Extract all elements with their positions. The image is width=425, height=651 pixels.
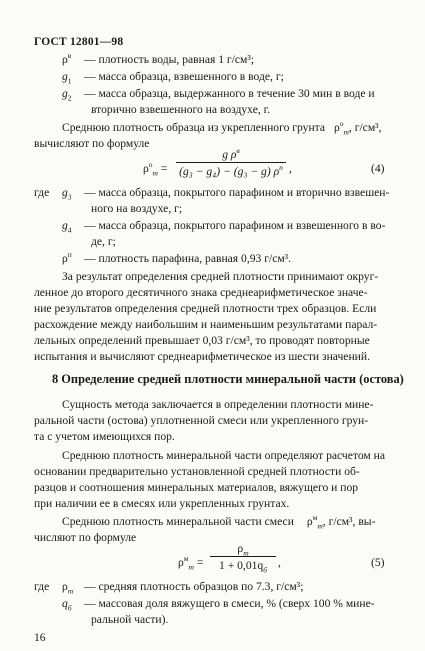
formula-4-lhs: $\rho^о_m$ = [143, 160, 168, 178]
section-heading-8: 8 Определение средней плотности минеральной части (остова) [52, 372, 404, 386]
definition-g3-cont: ного на воздухе, г; [91, 202, 183, 215]
paragraph-3-line-2: ральной части (остова) уплотненной смеси или укрепленного грун- [34, 414, 369, 427]
definition-g1: $g_1$ — масса образца, взвешенного в воде, г; [62, 70, 284, 86]
definition-rho-water: $\rho^в$ — плотность воды, равная 1 г/см³; [62, 51, 255, 66]
paragraph-4-line-4: при наличии ее в смесях или укрепленных грунтах. [34, 497, 290, 510]
formula-5-lhs: $\rho^м_m$ = [178, 554, 204, 572]
paragraph-1-line-1: Среднюю плотность образца из укрепленного грунта $\rho^о_m$, г/см³, [62, 119, 382, 137]
formula-4-trailing-comma: , [289, 162, 292, 175]
formula-4-numerator: g $\rho^в$ [222, 146, 240, 161]
paragraph-4-line-1: Среднюю плотность минеральной части определяют расчетом на [62, 449, 385, 462]
definition-g2: $g_2$ — масса образца, выдержанного в течение 30 мин в воде и [62, 87, 375, 103]
definition-g4-cont: де, г; [91, 235, 116, 248]
formula-4-number: (4) [371, 162, 385, 175]
paragraph-2-line-1: За результат определения средней плотности принимают округ- [62, 270, 379, 283]
page-number: 16 [34, 631, 46, 644]
paragraph-3-line-3: та с учетом имеющихся пор. [34, 430, 175, 443]
definition-qb: $q_б$ — массовая доля вяжущего в смеси, % (сверх 100 % мине- [62, 597, 375, 613]
formula-5-numerator: $\rho_m$ [237, 542, 249, 558]
paragraph-2-line-3: ние результатов определения средней плотности трех образцов. Если [34, 302, 377, 315]
definition-rho-m: где $\rho_m$ — средняя плотность образцов по 7.3, г/см³; [34, 580, 304, 596]
formula-5-trailing-comma: , [278, 556, 281, 569]
paragraph-2-line-2: ленное до второго десятичного знака среднеарифметическое значе- [34, 286, 368, 299]
paragraph-5-line-1: Среднюю плотность минеральной части смеси $\rho^м_m$, г/см³, вы- [62, 513, 376, 531]
definition-g4: $g_4$ — масса образца, покрытого парафином и взвешенного в во- [62, 219, 386, 235]
paragraph-5-line-2: числяют по формуле [34, 531, 137, 544]
paragraph-2-line-4: расхождение между наибольшим и наименьшим результатами парал- [34, 318, 378, 331]
paragraph-4-line-3: разцов и соотношения минеральных материалов, вяжущего и пор [34, 481, 359, 494]
formula-5-number: (5) [371, 556, 385, 569]
definition-g3: где $g_3$ — масса образца, покрытого парафином и вторично взвешен- [34, 186, 390, 202]
paragraph-3-line-1: Сущность метода заключается в определении плотности мине- [62, 398, 374, 411]
formula-4-fraction [176, 148, 286, 178]
formula-4-denominator: (g₃ − g₄) − (g₃ − g) $\rho^п$ [179, 163, 283, 178]
paragraph-4-line-2: основании предварительно установленной средней плотности об- [34, 465, 360, 478]
definition-rho-paraffin: $\rho^п$ — плотность парафина, равная 0,93 г/см³. [62, 250, 292, 265]
paragraph-1-line-2: вычисляют по формуле [34, 137, 150, 150]
formula-5-denominator: $1 + 0,01q_б$ [219, 559, 267, 575]
definition-g2-cont: вторично взвешенного на воздухе, г. [91, 103, 270, 116]
definition-qb-cont: ральной части). [91, 613, 169, 626]
formula-5-fraction [210, 542, 276, 575]
paragraph-2-line-6: испытания и вычисляют среднеарифметическое из шести значений. [34, 350, 370, 363]
paragraph-2-line-5: лельных определений превышает 0,03 г/см³, то проводят повторные [34, 334, 370, 347]
document-header: ГОСТ 12801—98 [34, 36, 124, 48]
